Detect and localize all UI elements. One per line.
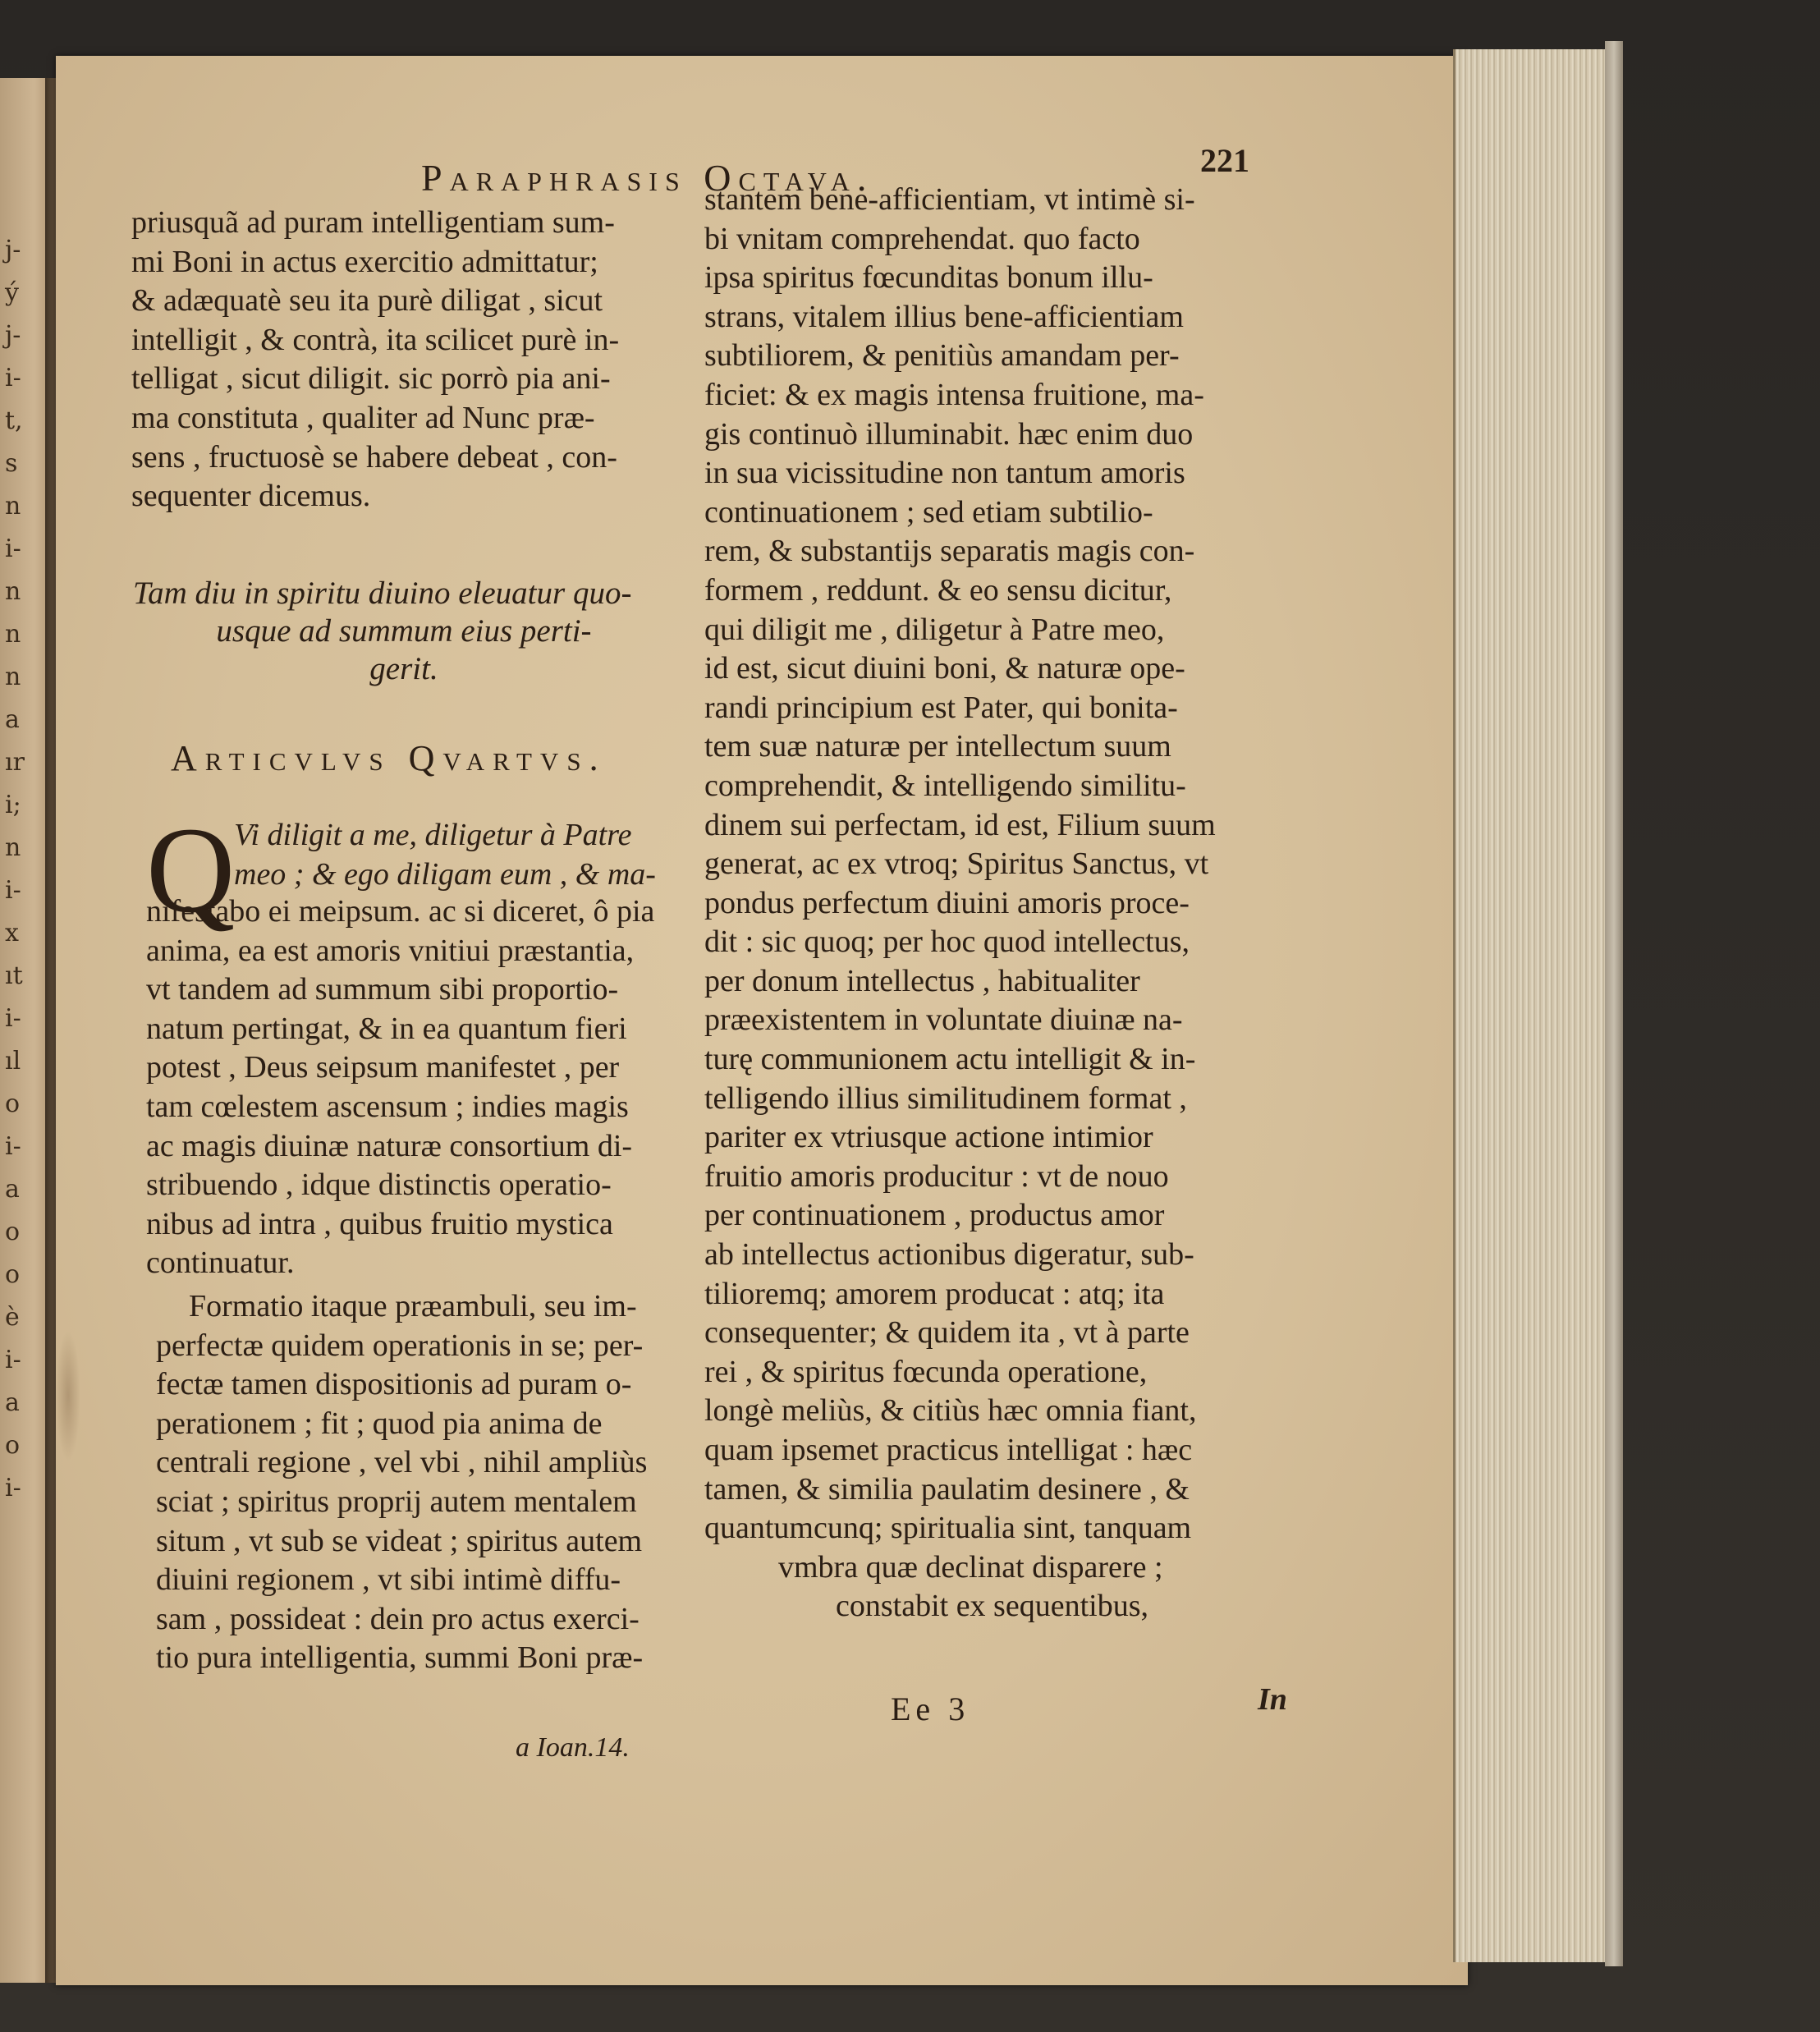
facing-page-fragment-char: i- bbox=[5, 1346, 21, 1374]
text-line: continuatur. bbox=[146, 1245, 295, 1281]
running-head: Paraphrasis Octava. bbox=[421, 157, 874, 199]
facing-page-fragment-char: o bbox=[5, 1218, 21, 1246]
text-line: id est, sicut diuini boni, & naturæ ope- bbox=[704, 651, 1185, 686]
text-line: perationem ; fit ; quod pia anima de bbox=[156, 1406, 603, 1441]
facing-page-fragment-char: a bbox=[5, 1388, 20, 1417]
text-line: telligat , sicut diligit. sic porrò pia ani- bbox=[131, 361, 611, 397]
text-line: tamen, & similia paulatim desinere , & bbox=[704, 1471, 1190, 1507]
text-line: in sua vicissitudine non tantum amoris bbox=[704, 456, 1185, 491]
text-line: rem, & substantijs separatis magis con- bbox=[704, 534, 1195, 569]
left-column-top bbox=[131, 204, 619, 516]
text-line: subtiliorem, & penitiùs amandam per- bbox=[704, 338, 1180, 374]
facing-page-fragment-char: ıl bbox=[5, 1047, 21, 1076]
text-line: situm , vt sub se videat ; spiritus autem bbox=[156, 1523, 643, 1558]
text-line: intelligit , & contrà, ita scilicet purè in- bbox=[131, 322, 620, 357]
text-line: sam , possideat : dein pro actus exerci- bbox=[156, 1601, 640, 1636]
article-heading: Articvlvs Qvartvs. bbox=[171, 738, 607, 778]
text-line: vmbra quæ declinat disparere ; bbox=[778, 1549, 1163, 1585]
facing-page-fragment-char: ý bbox=[5, 278, 19, 307]
catchword: In bbox=[1258, 1682, 1287, 1717]
text-line: anima, ea est amoris vnitiui præstantia, bbox=[146, 933, 635, 968]
text-line: perfectæ quidem operationis in se; per- bbox=[156, 1328, 644, 1363]
text-line: & adæquatè seu ita purè diligat , sicut bbox=[131, 283, 603, 319]
facing-page-fragment-char: n bbox=[5, 620, 21, 649]
facing-page-fragment-char: a bbox=[5, 1175, 20, 1204]
scripture-quote-line: Vi diligit a me, diligetur à Patre bbox=[234, 818, 632, 852]
book-cover-edge bbox=[1605, 41, 1623, 1966]
text-line: tem suæ naturæ per intellectum suum bbox=[704, 729, 1171, 764]
text-line: natum pertingat, & in ea quantum fieri bbox=[146, 1011, 627, 1046]
verse-heading bbox=[133, 575, 675, 688]
left-column-body bbox=[146, 892, 654, 1283]
text-line: longè meliùs, & citiùs hæc omnia fiant, bbox=[704, 1393, 1197, 1429]
page-number: 221 bbox=[1200, 142, 1249, 179]
drop-cap: Q bbox=[146, 802, 236, 938]
text-line: ipsa spiritus fœcunditas bonum illu- bbox=[704, 260, 1153, 296]
facing-page-fragment-char: è bbox=[5, 1303, 20, 1332]
facing-page-fragment-char: o bbox=[5, 1089, 21, 1118]
text-line: per donum intellectus , habitualiter bbox=[704, 963, 1140, 998]
facing-page-fragment-char: n bbox=[5, 833, 21, 862]
left-column-paragraph bbox=[156, 1287, 647, 1678]
text-line: pondus perfectum diuini amoris proce- bbox=[704, 885, 1190, 920]
text-line: bi vnitam comprehendat. quo facto bbox=[704, 221, 1140, 256]
paper-stain bbox=[56, 1330, 80, 1461]
text-line: nifestabo ei meipsum. ac si diceret, ô pia bbox=[146, 894, 655, 929]
text-line: continuationem ; sed etiam subtilio- bbox=[704, 494, 1153, 530]
text-line: pariter ex vtriusque actione intimior bbox=[704, 1120, 1153, 1155]
text-line: potest , Deus seipsum manifestet , per bbox=[146, 1050, 620, 1085]
text-line: per continuationem , productus amor bbox=[704, 1198, 1165, 1233]
text-line: centrali regione , vel vbi , nihil ampliùs bbox=[156, 1445, 648, 1480]
facing-page-fragment-char: j- bbox=[5, 321, 21, 350]
text-line: comprehendit, & intelligendo similitu- bbox=[704, 768, 1186, 803]
text-line: nibus ad intra , quibus fruitio mystica bbox=[146, 1206, 613, 1241]
verse-line: Tam diu in spiritu diuino eleuatur quo- bbox=[133, 576, 632, 611]
facing-page-fragment-char: i; bbox=[5, 791, 21, 819]
facing-page-fragment-char: i- bbox=[5, 1132, 21, 1161]
facing-page-fragment-char: ır bbox=[5, 748, 25, 777]
facing-page-fragment-char: ıt bbox=[5, 961, 23, 990]
text-line: sens , fructuosè se habere debeat , con- bbox=[131, 439, 617, 475]
text-line: quam ipsemet practicus intelligat : hæc bbox=[704, 1433, 1193, 1467]
verse-line: usque ad summum eius perti- bbox=[216, 613, 592, 649]
facing-page-fragment-char: s bbox=[5, 449, 18, 478]
text-line: sciat ; spiritus proprij autem mentalem bbox=[156, 1484, 637, 1519]
facing-page-fragment-char: x bbox=[5, 919, 19, 947]
facing-page-fragment-char: o bbox=[5, 1431, 21, 1460]
signature-mark: Ee 3 bbox=[891, 1690, 970, 1727]
text-line: quantumcunq; spiritualia sint, tanquam bbox=[704, 1511, 1192, 1546]
text-line: telligendo illius similitudinem format , bbox=[704, 1080, 1187, 1116]
text-line: stantem bene-afficientiam, vt intimè si- bbox=[704, 182, 1195, 217]
text-line: diuini regionem , vt sibi intimè diffu- bbox=[156, 1562, 621, 1598]
scripture-quote-line: meo ; & ego diligam eum , & ma- bbox=[234, 857, 656, 892]
verse-line: gerit. bbox=[369, 651, 438, 686]
text-line: formem , reddunt. & eo sensu dicitur, bbox=[704, 572, 1172, 608]
text-line: randi principium est Pater, qui bonita- bbox=[704, 690, 1178, 725]
facing-page-fragment-char: n bbox=[5, 492, 21, 521]
text-line: rei , & spiritus fœcunda operatione, bbox=[704, 1354, 1148, 1389]
facing-page-fragment-char: i- bbox=[5, 534, 21, 563]
marginal-note: a Ioan.14. bbox=[516, 1732, 630, 1763]
page-fore-edge bbox=[1453, 49, 1611, 1962]
text-line: ac magis diuinæ naturæ consortium di- bbox=[146, 1128, 633, 1163]
facing-page-fragment-char: i- bbox=[5, 876, 21, 905]
text-line: strans, vitalem illius bene-afficientiam bbox=[704, 299, 1184, 334]
text-line: vt tandem ad summum sibi proportio- bbox=[146, 972, 619, 1007]
text-line: sequenter dicemus. bbox=[131, 479, 371, 514]
text-line: ficiet: & ex magis intensa fruitione, ma- bbox=[704, 377, 1204, 412]
text-line: stribuendo , idque distinctis operatio- bbox=[146, 1167, 612, 1203]
facing-page-fragment-char: t, bbox=[5, 406, 23, 435]
text-line: ma constituta , qualiter ad Nunc præ- bbox=[131, 400, 595, 435]
text-line: constabit ex sequentibus, bbox=[836, 1589, 1148, 1624]
text-line: priusquã ad puram intelligentiam sum- bbox=[131, 205, 615, 240]
text-line: fectæ tamen dispositionis ad puram o- bbox=[156, 1367, 632, 1402]
text-line: Formatio itaque præambuli, seu im- bbox=[189, 1289, 637, 1323]
text-line: generat, ac ex vtroq; Spiritus Sanctus, vt bbox=[704, 846, 1209, 882]
text-line: dinem sui perfectam, id est, Filium suum bbox=[704, 807, 1216, 842]
text-line: tio pura intelligentia, summi Boni præ- bbox=[156, 1640, 644, 1676]
text-line: turę communionem actu intelligit & in- bbox=[704, 1042, 1196, 1077]
facing-page-fragment-char: j- bbox=[5, 236, 21, 264]
text-line: fruitio amoris producitur : vt de nouo bbox=[704, 1158, 1169, 1194]
facing-page-fragment-char: o bbox=[5, 1260, 21, 1289]
facing-page-fragment-char: n bbox=[5, 577, 21, 606]
text-line: mi Boni in actus exercitio admittatur; bbox=[131, 244, 598, 279]
text-line: tilioremq; amorem producat : atq; ita bbox=[704, 1276, 1165, 1311]
facing-page-fragment-char: i- bbox=[5, 364, 21, 392]
text-line: ab intellectus actionibus digeratur, sub- bbox=[704, 1237, 1194, 1273]
facing-page-fragment-char: i- bbox=[5, 1474, 21, 1502]
text-line: consequenter; & quidem ita , vt à parte bbox=[704, 1315, 1190, 1351]
text-line: præexistentem in voluntate diuinæ na- bbox=[704, 1002, 1183, 1038]
text-line: tam cœlestem ascensum ; indies magis bbox=[146, 1089, 629, 1124]
text-line: dit : sic quoq; per hoc quod intellectus, bbox=[704, 924, 1190, 960]
text-line: gis continuò illuminabit. hæc enim duo bbox=[704, 416, 1194, 452]
facing-page-fragment-char: a bbox=[5, 705, 20, 734]
text-line: qui diligit me , diligetur à Patre meo, bbox=[704, 612, 1165, 647]
facing-page-fragment-char: i- bbox=[5, 1004, 21, 1033]
right-column bbox=[704, 181, 1216, 1626]
facing-page-fragment-char: n bbox=[5, 663, 21, 691]
